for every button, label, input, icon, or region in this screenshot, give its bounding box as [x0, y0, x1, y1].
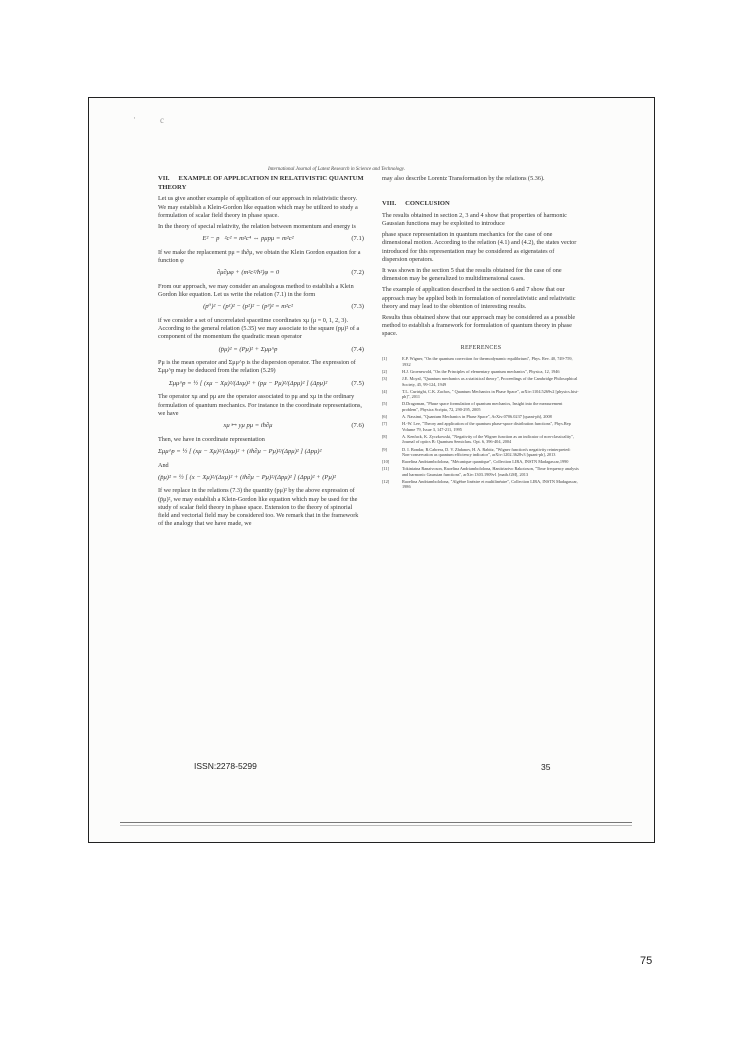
reference-item	[382, 421, 580, 432]
reference-text: D. I. Bondar, R.Cabrera, D. V. Zhdanov, H. A. Rabitz, "Wigner function's negativity reinterpreted: Non-conservation as quantum efficiency indicator", arXiv:1202.3628v3 [quant-ph], 2013	[402, 446, 571, 458]
reference-text: H.-W. Lee, "Theory and application of the quantum phase-space distribution functions", Phys.Rep Volume 79, Issue 3, 147-211, 1995	[402, 421, 571, 432]
equation-7-4: (p̄μ)² = (Pμ)² + Σμμ^p (7.4)	[218, 345, 364, 353]
paragraph: If we make the replacement pμ = iħ∂μ, we obtain the Klein Gordon equation for a function φ	[158, 248, 361, 265]
paragraph: From our approach, we may consider an analogous method to establish a Klein Gordon like equation. Let us write the relation (7.1) in the form	[158, 282, 354, 299]
references-heading: REFERENCES	[460, 344, 502, 351]
reference-number: [8]	[382, 433, 388, 439]
paragraph: Results thus obtained show that our approach may be considered as a possible method to establish a framework for formulation of quantum theory in phase space.	[382, 313, 576, 338]
equation-7-2: ∂μ∂μφ + (m²c²/ħ²)φ = 0 (7.2)	[216, 269, 364, 277]
issn: ISSN:2278-5299	[194, 761, 257, 771]
section-heading-viii: VIII. CONCLUSION	[382, 200, 450, 208]
reference-item	[382, 369, 580, 375]
paragraph: In the theory of special relativity, the relation between momentum and energy is	[158, 222, 356, 230]
reference-number: [6]	[382, 414, 388, 420]
paragraph: phase space representation in quantum mechanics for the case of one dimensional motion. According to the relation (4.1) and (4.2), the states vector introduced for this representation may be considered as eigenstates of dispersion operators.	[382, 231, 577, 263]
reference-text: H.J. Groenewold, "On the Principles of elementary quantum mechanics", Physica, 12, 1946	[402, 369, 560, 375]
reference-text: A. Nassimi, "Quantum Mechanics in Phase Space", ArXiv:0706.0237 [quant-ph], 2008	[402, 414, 552, 420]
paragraph: The example of application described in the section 6 and 7 show that our approach may be applied both in formulation of nonrelativistic and relativistic theory and may lead to the obtention of interesting results.	[382, 286, 576, 310]
reference-item	[382, 389, 580, 400]
paragraph: The results obtained in section 2, 3 and 4 show that properties of harmonic Gaussian functions may be exploited to introduce	[382, 211, 567, 228]
reference-number: [10]	[382, 459, 390, 465]
equation-coordinate-rep: Σμμ^p = ½ [ (xμ − Xμ)²/(Δxμ)² + (iħ∂μ − Pμ)²/(Δpμ)² ] (Δpμ)²	[158, 447, 322, 455]
left-column	[158, 175, 364, 531]
reference-number: [7]	[382, 421, 388, 427]
reference-number: [12]	[382, 478, 390, 484]
reference-item	[382, 447, 580, 458]
scan-mark: ·	[133, 113, 136, 123]
paragraph: If we replace in the relations (7.3) the quantity (pμ)² by the above expression of (p̄μ)², we may establish a Klein-Gordon like equation which may be used for the study of scalar field theory in phase space. Extension to the theory of spinorial field and vectorial field may be considered too. We remark that in the framework of the analogy that we have made, we	[158, 487, 359, 528]
reference-text: J.E. Moyal, "Quantum mechanics as a statistical theory", Proceedings of the Cambridge Philosophical Society, 45, 99-124, 1949	[402, 376, 578, 387]
equation-7-6: xμ ↦ yμ pμ = iħ∂μ (7.6)	[223, 421, 364, 429]
reference-item	[382, 466, 580, 477]
paragraph: The operator xμ and pμ are the operator associated to pμ and xμ in the ordinary formulation of quantum mechanics. For instance in the coordinate representations, we have	[158, 393, 362, 417]
reference-text: A. Kenfack, K. Zyczkowski, "Negativity of the Wigner function as an indicator of non-classicality", Journal of optics B: Quantum Semiclass. Opt. 6, 396-404, 2004	[402, 433, 574, 445]
document-page-number: 75	[640, 955, 653, 967]
journal-header: International Journal of Latest Research in Science and Technology.	[268, 167, 405, 172]
bottom-rule	[120, 825, 632, 826]
reference-text: D.Dragoman, "Phase space formulation of quantum mechanics, Insight into the measurement problem", Physica Scripta, 72, 290-295, 2005	[402, 401, 563, 413]
reference-text: Raoelina Andriambololona, "Algèbre linéaire et multilinéaire", Collection LIRA, INSTN Madagascar, 1986	[402, 478, 578, 490]
reference-item	[382, 414, 580, 420]
reference-item	[382, 376, 580, 387]
reference-item	[382, 356, 580, 367]
reference-text: Tokiniaina Ranaivoson, Raoelina Andriambololona, Hanitriarivo Rakotoson, "Time frequency analysis and harmonic Gaussian functions", arXiv:1303.1909v1 [math.GM], 2013	[402, 466, 579, 477]
reference-text: Raoelina Andriambololona, "Mécanique quantique", Collection LIRA, INSTN Madagascar,1990	[402, 459, 569, 465]
reference-item	[382, 434, 580, 445]
reference-number: [9]	[382, 446, 388, 452]
paragraph: may also describe Lorentz Transformation by the relations (5.36).	[382, 175, 545, 182]
paragraph: Pμ is the mean operator and Σμμ^p is the dispersion operator. The expression of Σμμ^p may be deduced from the relation (5.29)	[158, 359, 356, 375]
reference-number: [5]	[382, 401, 388, 407]
reference-item	[382, 479, 580, 490]
equation-mean-square: (p̄μ)² = ½ [ (x − Xμ)²/(Δxμ)² + (iħ∂μ − Pμ)²/(Δpμ)² ] (Δpμ)² + (Pμ)²	[158, 473, 336, 481]
paragraph: It was shown in the section 5 that the results obtained for the case of one dimension may be generalized to multidimensional cases.	[382, 267, 562, 283]
journal-page-number: 35	[541, 762, 551, 772]
scan-mark-letter: c	[160, 115, 164, 125]
paragraph: if we consider a set of uncorrelated spacetime coordinates xμ (μ = 0, 1, 2, 3). According to the general relation (5.35) we may associate to the square (pμ)² of a component of the momentum the quadratic mean operator	[158, 317, 360, 341]
section-heading-vii: VII. EXAMPLE OF APPLICATION IN RELATIVISTIC QUANTUM THEORY	[158, 175, 364, 191]
paragraph: Then, we have in coordinate representation	[158, 435, 265, 443]
reference-number: [1]	[382, 356, 388, 362]
reference-text: T.L. Curtright, C.K. Zachos, " Quantum Mechanics in Phase Space", arXiv:1104.5269v2 [physics.hist-ph]", 2011	[402, 388, 579, 400]
paragraph: Let us give another example of application of our approach in relativistic theory. We may establish a Klein-Gordon like equation which may be utilized to study a formulation of scalar field theory in phase space.	[158, 195, 358, 219]
equation-7-3: (p⁰)² − (p¹)² − (p²)² − (p³)² = m²c² (7.3)	[203, 303, 364, 311]
references-list	[382, 356, 580, 490]
reference-item	[382, 459, 580, 465]
reference-item	[382, 401, 580, 412]
right-column	[382, 175, 580, 492]
bottom-rule	[120, 822, 632, 823]
reference-text: E.P. Wigner, "On the quantum correction for thermodynamic equilibrium", Phys. Rev. 40, 749-759, 1932	[402, 356, 573, 367]
reference-number: [3]	[382, 376, 388, 382]
equation-7-1: E² − p⃗²c² = m²c⁴ ⇔ pμpμ = m²c² (7.1)	[202, 235, 364, 243]
paragraph: And	[158, 461, 169, 469]
reference-number: [11]	[382, 466, 389, 472]
reference-number: [2]	[382, 369, 388, 375]
equation-7-5: Σμμ^p = ½ [ (xμ − Xμ)²/(Δxμ)² + (pμ − Pμ)²/(Δpμ)² ] (Δpμ)² (7.5)	[168, 379, 364, 387]
reference-number: [4]	[382, 388, 388, 394]
